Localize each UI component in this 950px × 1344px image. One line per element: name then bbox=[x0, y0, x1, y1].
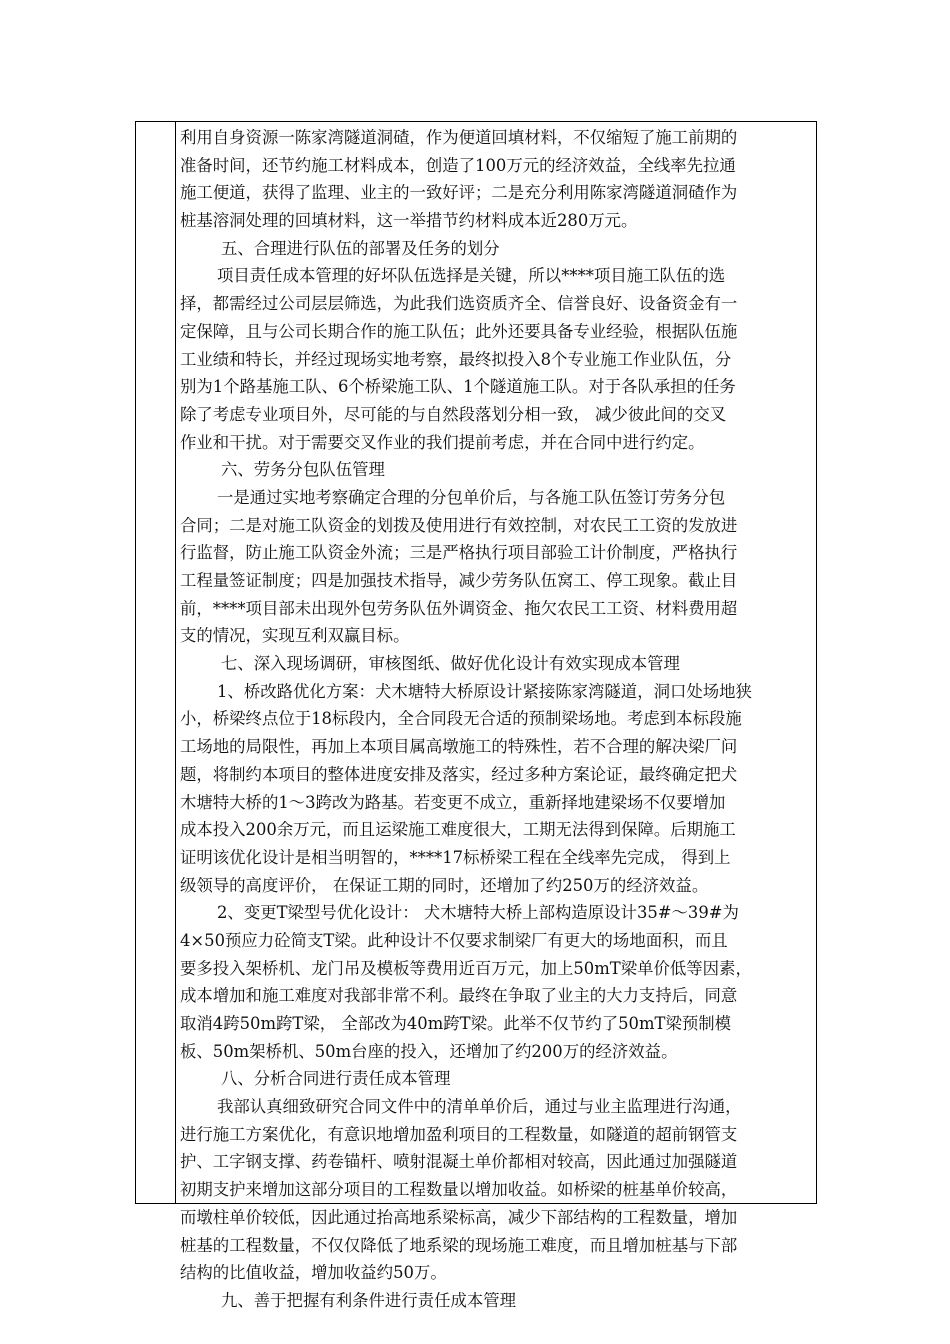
text-line: 别为1个路基施工队、6个桥梁施工队、1个隧道施工队。对于各队承担的任务 bbox=[180, 377, 736, 397]
text-line: 进行施工方案优化，有意识地增加盈利项目的工程数量，如隧道的超前钢管支 bbox=[180, 1124, 738, 1144]
text-line: 工业绩和特长，并经过现场实地考察，最终拟投入8个专业施工作业队伍，分 bbox=[180, 349, 732, 369]
column-divider bbox=[175, 122, 176, 1203]
text-line: 结构的比值收益，增加收益约50万。 bbox=[180, 1263, 447, 1283]
text-line: 要多投入架桥机、龙门吊及模板等费用近百万元，加上50mT梁单价低等因素， bbox=[180, 958, 752, 978]
section-heading-9: 九、善于把握有利条件进行责任成本管理 bbox=[221, 1290, 517, 1310]
text-line: 项目责任成本管理的好坏队伍选择是关键，所以****项目施工队伍的选 bbox=[217, 266, 726, 286]
document-table bbox=[135, 121, 817, 1310]
text-line: 利用自身资源一陈家湾隧道洞碴，作为便道回填材料，不仅缩短了施工前期的 bbox=[180, 128, 738, 147]
text-line: 小，桥梁终点位于18标段内，全合同段无合适的预制梁场地。考虑到本标段施 bbox=[180, 709, 742, 729]
text-line: 级领导的高度评价， 在保证工期的同时，还增加了约250万的经济效益。 bbox=[180, 875, 709, 895]
content-cell bbox=[180, 124, 812, 1310]
section-heading-5: 五、合理进行队伍的部署及任务的划分 bbox=[221, 238, 500, 258]
text-line: 题，将制约本项目的整体进度安排及落实，经过多种方案论证，最终确定把犬 bbox=[180, 764, 738, 784]
text-line: 行监督，防止施工队资金外流；三是严格执行项目部验工计价制度，严格执行 bbox=[180, 543, 738, 563]
text-line: 成本投入200余万元，而且运梁施工难度很大，工期无法得到保障。后期施工 bbox=[180, 820, 736, 840]
text-line: 合同；二是对施工队资金的划拨及使用进行有效控制，对农民工工资的发放进 bbox=[180, 515, 738, 535]
text-line: 2、变更T梁型号优化设计： 犬木塘特大桥上部构造原设计35#～39#为 bbox=[217, 903, 739, 923]
text-line: 桩基溶洞处理的回填材料，这一举措节约材料成本近280万元。 bbox=[180, 211, 638, 231]
text-line: 初期支护来增加这部分项目的工程数量以增加收益。如桥梁的桩基单价较高， bbox=[180, 1180, 738, 1200]
section-heading-6: 六、劳务分包队伍管理 bbox=[221, 460, 385, 480]
text-line: 准备时间，还节约施工材料成本，创造了100万元的经济效益，全线率先拉通 bbox=[180, 155, 736, 175]
text-line: 我部认真细致研究合同文件中的清单单价后，通过与业主监理进行沟通， bbox=[217, 1097, 742, 1117]
text-line: 施工便道，获得了监理、业主的一致好评；二是充分利用陈家湾隧道洞碴作为 bbox=[180, 183, 738, 203]
text-line: 定保障，且与公司长期合作的施工队伍；此外还要具备专业经验，根据队伍施 bbox=[180, 321, 738, 341]
text-line: 前，****项目部未出现外包劳务队伍外调资金、拖欠农民工工资、材料费用超 bbox=[180, 598, 738, 618]
section-heading-7: 七、深入现场调研，审核图纸、做好优化设计有效实现成本管理 bbox=[221, 654, 680, 674]
text-line: 桩基的工程数量，不仅仅降低了地系梁的现场施工难度，而且增加桩基与下部 bbox=[180, 1235, 738, 1255]
text-line: 成本增加和施工难度对我部非常不利。最终在争取了业主的大力支持后，同意 bbox=[180, 986, 738, 1006]
text-line: 4×50预应力砼简支T梁。此种设计不仅要求制梁厂有更大的场地面积，而且 bbox=[180, 930, 728, 950]
text-line: 择，都需经过公司层层筛选，为此我们选资质齐全、信誉良好、设备资金有一 bbox=[180, 294, 738, 314]
text-line: 支的情况，实现互利双赢目标。 bbox=[180, 626, 410, 646]
text-line: 证明该优化设计是相当明智的，****17标桥梁工程在全线率先完成， 得到上 bbox=[180, 847, 731, 867]
text-line: 木塘特大桥的1～3跨改为路基。若变更不成立，重新择地建梁场不仅要增加 bbox=[180, 792, 726, 812]
text-line: 作业和干扰。对于需要交叉作业的我们提前考虑，并在合同中进行约定。 bbox=[180, 432, 705, 452]
text-line: 除了考虑专业项目外，尽可能的与自然段落划分相一致， 减少彼此间的交叉 bbox=[180, 404, 727, 424]
text-line: 工程量签证制度；四是加强技术指导，减少劳务队伍窝工、停工现象。截止目 bbox=[180, 571, 738, 590]
text-line: 取消4跨50m跨T梁， 全部改为40m跨T梁。此举不仅节约了50mT梁预制模 bbox=[180, 1014, 732, 1033]
text-line: 一是通过实地考察确定合理的分包单价后，与各施工队伍签订劳务分包 bbox=[217, 487, 726, 507]
section-heading-8: 八、分析合同进行责任成本管理 bbox=[221, 1069, 451, 1089]
text-line: 护、工字钢支撑、药卷锚杆、喷射混凝土单价都相对较高，因此通过加强隧道 bbox=[180, 1152, 738, 1172]
text-line: 工场地的局限性，再加上本项目属高墩施工的特殊性，若不合理的解决梁厂问 bbox=[180, 737, 738, 757]
text-line: 1、桥改路优化方案：犬木塘特大桥原设计紧接陈家湾隧道，洞口处场地狭 bbox=[217, 681, 752, 701]
text-line: 板、50m架桥机、50m台座的投入，还增加了约200万的经济效益。 bbox=[180, 1041, 678, 1061]
text-line: 而墩柱单价较低，因此通过抬高地系梁标高，减少下部结构的工程数量，增加 bbox=[180, 1207, 738, 1227]
